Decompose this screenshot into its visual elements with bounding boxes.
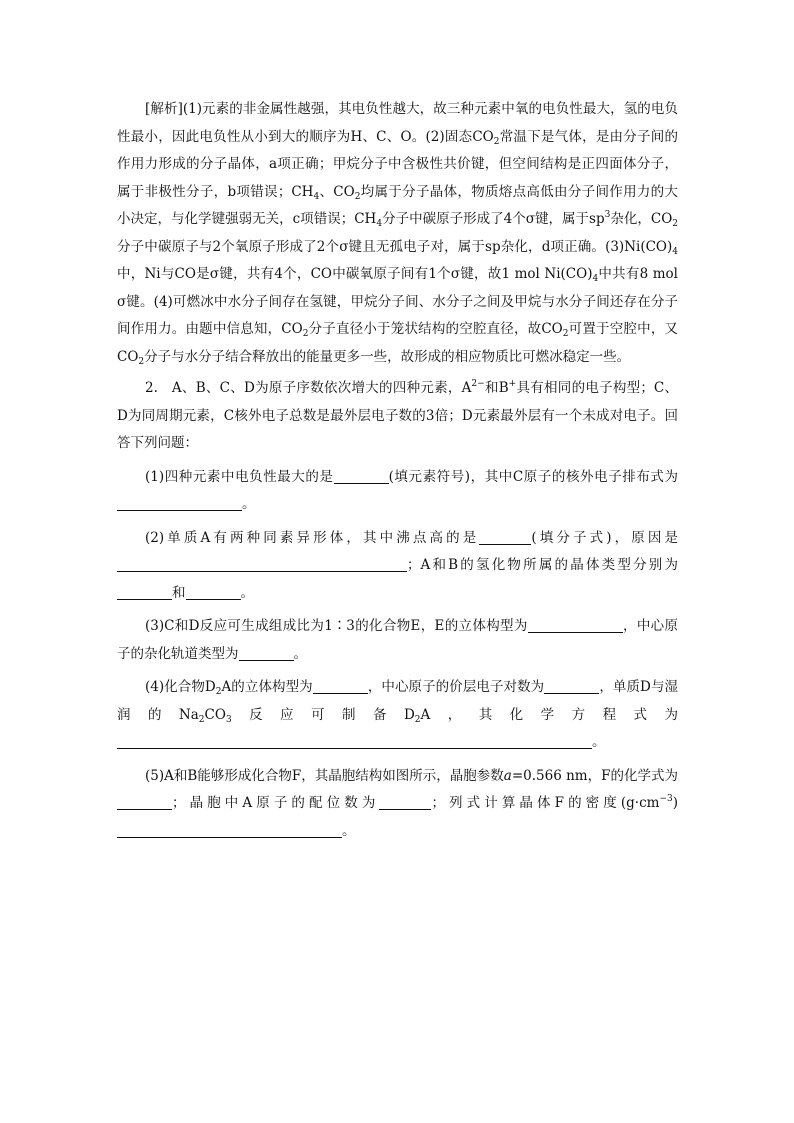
subscript: 4	[376, 219, 383, 229]
analysis-paragraph	[117, 96, 678, 371]
question-part-3	[117, 613, 678, 668]
part-text: A，其化学方程式为	[420, 706, 678, 723]
part-text: )	[672, 795, 679, 811]
analysis-text: 分子与水分子结合释放出的能量更多一些，故形成的相应物质比可燃冰稳定一些。	[144, 348, 631, 365]
part-text: (2)单质A有两种同素异形体，其中沸点高的是	[145, 529, 480, 546]
answer-blank[interactable]	[528, 616, 623, 633]
analysis-text: 、CO	[319, 183, 355, 200]
part-text: ；列式计算晶体F的密度(g·cm	[431, 795, 660, 811]
analysis-text: 分子中碳原子与2个氧原子形成了2个σ键且无孤电子对，属于sp杂化，d项正确。(3)Ni(CO)	[117, 238, 673, 255]
variable-a: a	[503, 767, 512, 784]
subscript: 2	[354, 191, 361, 202]
stem-text: 和B	[484, 380, 509, 396]
analysis-text: [解析](1)元素的非金属性越强，其电负性越大，故三种元素中氧的电负性最大，氢的电负性最小，因此电负性从小到大的顺序为H、C、O。(2)固态CO	[117, 101, 678, 145]
subscript: 2	[215, 687, 222, 697]
part-text: 。	[293, 645, 307, 662]
subscript: 4	[592, 274, 599, 284]
subscript: 2	[414, 714, 421, 725]
part-text: 。	[240, 584, 254, 601]
question-part-2	[117, 525, 678, 608]
subscript: 2	[562, 329, 569, 339]
answer-blank[interactable]	[117, 793, 172, 810]
part-text: 。	[242, 496, 256, 512]
answer-blank[interactable]	[313, 677, 368, 694]
answer-blank[interactable]	[117, 583, 172, 600]
part-text: (填元素符号)，其中C原子的核外电子排布式为	[388, 468, 679, 485]
subscript: 2	[493, 136, 500, 147]
answer-blank[interactable]	[544, 677, 599, 694]
part-text: ，单质D与湿润的Na	[117, 679, 679, 723]
part-text: ，中心原子的价层电子对数为	[367, 679, 545, 695]
question-part-1	[117, 464, 678, 519]
answer-blank[interactable]	[479, 528, 531, 545]
subscript: 3	[225, 714, 232, 725]
subscript: 2	[198, 714, 205, 725]
part-text: 。	[342, 822, 356, 839]
part-text: =0.566 nm，F的化学式为	[511, 767, 678, 784]
superscript: −3	[659, 794, 673, 804]
question-part-4	[117, 674, 678, 757]
answer-blank[interactable]	[379, 793, 431, 810]
subscript: 2	[138, 356, 145, 367]
superscript: +	[508, 379, 517, 389]
subscript: 4	[313, 191, 320, 202]
answer-blank[interactable]	[186, 583, 241, 600]
document-page	[117, 96, 678, 845]
part-text: 。	[592, 734, 606, 750]
analysis-text: 分子直径小于笼状结构的空腔直径，故CO	[308, 321, 563, 337]
part-text: ；晶胞中A原子的配位数为	[172, 795, 380, 811]
subscript: 4	[672, 246, 678, 257]
answer-blank[interactable]	[117, 555, 407, 572]
part-text: (填分子式)，原因是	[531, 529, 678, 546]
part-text: ，中心原子的杂化轨道类型为	[117, 618, 678, 662]
analysis-text: 均属于分子晶体，物质熔点高低由分子间作用力的大小决定，与化学键强弱无关，c项错误；CH	[117, 183, 678, 227]
answer-blank[interactable]	[117, 732, 592, 749]
answer-blank[interactable]	[117, 494, 242, 511]
analysis-text: 分子中碳原子形成了4个σ键，属于sp	[382, 211, 605, 227]
part-text: (4)化合物D	[145, 679, 216, 695]
analysis-text: 可置于空腔中，又CO	[117, 321, 679, 365]
part-text: (5)A和B能够形成化合物F，其晶胞结构如图所示，晶胞参数	[145, 767, 504, 784]
question-stem	[117, 375, 678, 458]
subscript: 2	[672, 219, 678, 229]
analysis-text: 中共有8 mol σ键。(4)可燃冰中水分子间存在氢键，甲烷分子间、水分子之间及甲烷与水分子间还存在分子间作用力。由题中信息知，CO	[117, 266, 678, 337]
analysis-text: 常温下是气体，是由分子间的作用力形成的分子晶体，a项正确；甲烷分子中含极性共价键，但空间结构是正四面体分子，属于非极性分子，b项错误；CH	[117, 128, 678, 200]
part-text: 和	[172, 584, 186, 601]
part-text: CO	[204, 706, 226, 723]
answer-blank[interactable]	[239, 644, 294, 661]
question-part-5	[117, 763, 678, 846]
superscript: 2−	[471, 379, 485, 389]
part-text: (3)C和D反应可生成组成比为1∶3的化合物E，E的立体构型为	[145, 618, 528, 634]
answer-blank[interactable]	[334, 467, 389, 484]
superscript: 3	[604, 210, 611, 220]
part-text: A的立体构型为	[221, 679, 313, 695]
part-text: ；A和B的氢化物所属的晶体类型分别为	[407, 557, 678, 573]
part-text: (1)四种元素中电负性最大的是	[145, 468, 334, 485]
analysis-text: 杂化，CO	[610, 211, 673, 227]
answer-blank[interactable]	[117, 821, 342, 838]
stem-text: 2. A、B、C、D为原子序数依次增大的四种元素，A	[145, 380, 472, 396]
stem-text: 具有相同的电子构型；C、D为同周期元素，C核外电子总数是最外层电子数的3倍；D元素最外层有一个未成对电子。回答下列问题：	[117, 380, 679, 451]
subscript: 2	[302, 329, 309, 339]
analysis-text: 中，Ni与CO是σ键，共有4个，CO中碳氧原子间有1个σ键，故1 mol Ni(CO)	[117, 266, 593, 282]
part-text: 反应可制备D	[231, 706, 415, 723]
